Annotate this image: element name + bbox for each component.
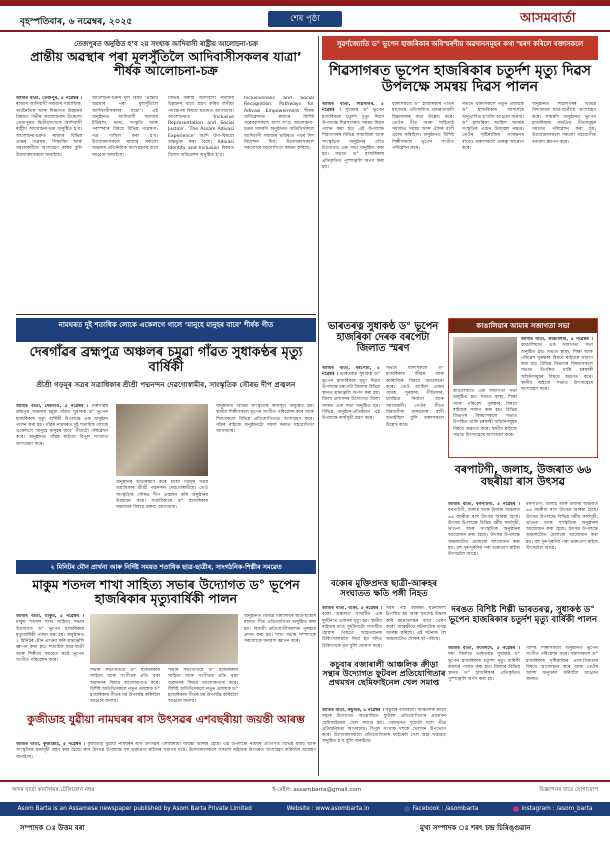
story-column	[92, 96, 158, 306]
story-makum	[16, 578, 316, 710]
instagram-label: Instagram : /asom_barta	[521, 806, 593, 812]
story-body: ভাৰতৰত্ন সুধাকণ্ঠ ড° ভূপেন হাজৰিকাৰ মৃত্যু দিৱস উপলক্ষে বৰপেটা জিলাৰ বিভিন্ন স্থানত শ্ৰদ্ধাঞ্জলি অৰ্পণ কৰা হয়। জিলা প্ৰশাসনৰ উদ্যোগত জিলা সদৰত এক সভা অনুষ্ঠিত হয়। বিভিন্ন অনুষ্ঠান-প্ৰতিষ্ঠানে এই উপলক্ষে কাৰ্যসূচী গ্ৰহণ কৰে।	[322, 372, 380, 422]
story-column	[448, 646, 520, 774]
story-dateline: আমাৰ বাৰ্তা, কুজীডাহ, ৫ নৱেম্বৰ ।	[16, 742, 86, 747]
story-body: দৰং জিলাত ভাৰতৰত্ন সুধাকণ্ঠ ড° ভূপেন হাজৰিকাৰ চতুৰ্দশ মৃত্যু বাৰ্ষিকী শ্ৰদ্ধাৰে পালন কৰা হয়। জিলাৰ বিভিন্ন স্থানত ড° হাজৰিকাৰ প্ৰতিকৃতিত পুষ্পাঞ্জলি অৰ্পণ কৰা হয়।	[448, 652, 520, 683]
story-column	[116, 480, 208, 556]
story-column	[168, 668, 238, 710]
story-body: দেৰগাঁৱৰ ব্ৰহ্মপুত্ৰ অঞ্চলৰ চমুৱা গাঁৱত সুধাকণ্ঠ ড° ভূপেন হাজৰিকাৰ মৃত্যু বাৰ্ষিকী উপলক্ষে এক অনুষ্ঠান পালন কৰা হয়। গাঁৱৰ নামঘৰত দুই শতাধিক লোকে একেলগে ‘মানুহে মানুহৰ বাবে’ গীতটো পৰিৱেশন কৰে। অনুষ্ঠানত গাঁৱৰ ৰাইজে বিপুল সংখ্যাত অংশগ্ৰহণ কৰে।	[16, 404, 108, 447]
story-darrang	[448, 606, 598, 776]
story-body: বৰপাটগী, জলাহ আৰু উজৰা অঞ্চলত ৬৬ বছৰীয়া ৰাস উৎসৱ আৰম্ভ হৈছে। উৎসৱ উপলক্ষে বিভিন্ন ধৰ্মীয় কাৰ্যসূচী, ভাওনা আৰু সাংস্কৃতিক অনুষ্ঠানৰ আয়োজন কৰা হৈছে। উৎসৱ উপলক্ষে অঞ্চলটোত মেলাৰো আয়োজন কৰা হয়। বহু দূৰ-দূৰণিৰ পৰা ভক্তপ্ৰাণ ৰাইজ উৎসৱলৈ আহে।	[448, 508, 520, 558]
story-body: সভাত বক্তাসকলে নতুন প্ৰজন্মক ড° হাজৰিকাৰ আদৰ্শেৰে অনুপ্ৰাণিত হ’বলৈ আহ্বান জনায়। ড° হাজৰিকা আছিল অসমৰ সংস্কৃতিৰ এজন উজ্জ্বল নক্ষত্ৰ। তেওঁৰ সৃষ্টিৰাজিৰ সংৰক্ষণৰ বাবেও বক্তাসকলে গুৰুত্ব আৰোপ কৰে।	[462, 102, 524, 152]
story-column	[322, 366, 380, 576]
story-photo	[453, 337, 517, 385]
story-column	[386, 606, 446, 656]
story-column	[168, 96, 234, 306]
story-headline: বৰপাটগী, জলাহ, উজৰাত ৬৬ বছৰীয়া ৰাস উৎসৱ	[454, 463, 592, 489]
story-body: সভাৰ সভাপতিয়ে ড° হাজৰিকাৰ সাহিত্য আৰু সংগীতৰ প্ৰতি থকা অৱদানৰ বিষয়ে আলোকপাত কৰে। বিশিষ্ট অতিথিসকলে নতুন প্ৰজন্মক ড° হাজৰিকাৰ গীতৰ মৰ্ম উপলব্ধি কৰিবলৈ আহ্বান জনায়।	[168, 668, 238, 705]
story-column	[16, 404, 108, 556]
story-byline: শ্ৰীশ্ৰী গড়মূৰ সত্ৰৰ সত্ৰাধিকাৰ শ্ৰীশ্ৰী পদ্মনন্দন দেৱগোস্বামীৰ, সাংস্কৃতিক সৌৰভ দীপ প্ৰজ্বলন	[36, 380, 296, 389]
story-photo	[116, 404, 208, 476]
story-boko	[322, 580, 446, 656]
story-dateline: আমাৰ বাৰ্তা, কাঙালিয়া, ৫ নৱেম্বৰ ।	[521, 337, 593, 342]
story-tezpur-seminar	[16, 38, 316, 312]
website-link[interactable]: Website : www.asombarta.in	[286, 806, 370, 812]
story-body: অনুষ্ঠানত বিভিন্ন সাংস্কৃতিক কাৰ্যসূচী অনুষ্ঠিত হয়। স্থানীয় শিল্পীসকলে ভূপেন সংগীত পৰিৱেশন কৰে আৰু শিশুসকলে বিভিন্ন প্ৰতিযোগিতাত অংশগ্ৰহণ কৰে। গাঁৱৰ ৰাইজে অনুষ্ঠানটো সফল কৰাত সহযোগিতা আগবঢ়ায়।	[216, 404, 314, 435]
footer-info-bar	[0, 802, 610, 816]
story-body: বকো অঞ্চলত সংঘটিত এক দুৰ্ঘটনাত এজনৰ মৃত্যু হয়। স্থানীয় ৰাইজৰ মতে দুৰ্ঘটনাটো সংঘটিত হোৱাৰ পিছতে আহতজনক চিকিৎসালয়লৈ নিয়া হয় যদিও চিকিৎসকে মৃত বুলি ঘোষণা কৰে।	[322, 612, 382, 649]
footer-contact-item: ই-মেইল: assambarta@gmail.com	[272, 787, 362, 793]
story-body: খবৰ পাই আৰক্ষী ঘটনাস্থলী উপস্থিত হয় আৰু মৃতদেহ উদ্ধাৰ কৰি ময়নাতদন্তৰ বাবে প্ৰেৰণ কৰে। আৰক্ষীয়ে ঘটনাটোৰ তদন্ত আৰম্ভ কৰিছে। এই ঘটনাক লৈ অঞ্চলটোত শোকৰ ছাঁ পৰিছে।	[386, 606, 446, 643]
section-label: শেষ পৃষ্ঠা	[268, 11, 342, 27]
story-body: কুজীডাহ যুৱীয়া নামঘৰৰ ৰাস উৎসৱৰ এশবছৰীয়া জয়ন্তী আৰম্ভ হৈছে। এই উপলক্ষে নামঘৰ প্ৰাংগণত বিভিন্ন ধৰ্মীয় আৰু সাংস্কৃতিক কাৰ্যসূচী গ্ৰহণ কৰা হৈছে। ৰাস উৎসৱ উপলক্ষে বহু ভক্তপ্ৰাণ ৰাইজৰ সমাগম ঘটে। উদ্যোক্তাসকলে সকলো ৰাইজক উৎসৱত অংশগ্ৰহণ কৰিবলৈ আমন্ত্ৰণ জনাইছে।	[16, 742, 316, 760]
story-column	[521, 337, 593, 455]
story-column	[16, 96, 82, 306]
story-headline: প্ৰান্তীয় অৱস্থাৰ পৰা মূলসুঁতিলৈ আদিবাসীসকলৰ যাত্ৰা’ শীৰ্ষক আলোচনা-চক্ৰ	[30, 49, 302, 78]
story-dateline: আমাৰ বাৰ্তা, শিৱসাগৰ, ৫ নৱেম্বৰ ।	[322, 102, 384, 114]
story-body: কাঙালিয়াত এক সজাগতা সভা অনুষ্ঠিত হয়। সভাত স্বাস্থ্য, শিক্ষা আৰু পৰিৱেশ সুৰক্ষাৰ বিষয়ে ৰাইজক সজাগ কৰা হয়। বিভিন্ন বিভাগৰ বিষয়াসকলে সভাত উপস্থিত থাকি চৰকাৰী আঁচনিসমূহৰ বিষয়ে অৱগত কৰে। স্থানীয় ৰাইজে সভাত উৎসাহেৰে অংশগ্ৰহণ কৰে।	[521, 343, 593, 393]
story-body: বিভিন্ন বক্তাই আদিবাসী সমাজৰ উন্নয়নৰ বাবে গ্ৰহণ কৰিব লগীয়া পদক্ষেপৰ বিষয়ে মতামত আগবঢ়াব। আলোচনাত ‘Inclusive Representation and Social Justice’, ‘The Assam Adivasi Experience’ আদি উপ-বিষয়ো অন্তৰ্ভুক্ত কৰা হৈছে। Adivasi Identity and Inclusion বিষয়ত বিশেষ অধিৱেশন অনুষ্ঠিত হ’ব।	[168, 96, 234, 158]
story-dergaon	[16, 318, 316, 558]
story-column	[448, 502, 520, 600]
story-column	[532, 102, 596, 316]
story-column	[386, 366, 444, 576]
facebook-icon	[404, 806, 410, 812]
story-body: ৰাজ্যৰ আদিবাসী সমাজৰ সামাজিক, অৰ্থনৈতিক আৰু শিক্ষাগত উন্নয়নৰ বিষয়ত গভীৰ আলোচনাৰ উদ্দেশ্যে তেজপুৰত দ্বিতীয়সংখ্যক আদিবাসী ৰাষ্ট্ৰীয় আলোচনা-চক্ৰ অনুষ্ঠিত হ’ব। আলোচনা-চক্ৰত ৰাজ্যৰ বিভিন্ন প্ৰান্তৰ গৱেষক, শিক্ষাবিদ আৰু সমাজকৰ্মীয়ে অংশগ্ৰহণ কৰিব বুলি উদ্যোক্তাসকলে জনাইছে।	[16, 102, 82, 158]
story-body: বৰপাটগী, জলাহ আৰু উজৰা অঞ্চলত ৬৬ বছৰীয়া ৰাস উৎসৱ আৰম্ভ হৈছে। উৎসৱ উপলক্ষে বিভিন্ন ধৰ্মীয় কাৰ্যসূচী, ভাওনা আৰু সাংস্কৃতিক অনুষ্ঠানৰ আয়োজন কৰা হৈছে। উৎসৱ উপলক্ষে অঞ্চলটোত মেলাৰো আয়োজন কৰা হয়। বহু দূৰ-দূৰণিৰ পৰা ভক্তপ্ৰাণ ৰাইজ উৎসৱলৈ আহে।	[526, 502, 598, 552]
story-headline: মাকুম শতদল শাখা সাহিত্য সভাৰ উদ্যোগত ড° ভূপেন হাজৰিকাৰ মৃত্যুবাৰ্ষিকী পালন	[32, 577, 300, 606]
story-headline: ভাৰতৰত্ন সুধাকণ্ঠ ড° ভূপেন হাজৰিকা দেৰক বৰপেটা জিলাত স্মৰণ	[327, 321, 439, 354]
story-column	[16, 742, 316, 776]
story-body: অনুষ্ঠানত বিভিন্ন বিদ্যালয়ৰ ছাত্ৰ-ছাত্ৰীৰ মাজত গীত প্ৰতিযোগিতা অনুষ্ঠিত কৰা হয়। বিজয়ী প্ৰতিযোগীসকলক পুৰস্কাৰ প্ৰদান কৰা হয়। শাখা সভাৰ সম্পাদকে সকলোকে ধন্যবাদ জ্ঞাপন কৰে।	[244, 614, 316, 645]
exec-editor-line: মুখ্য সম্পাদক ঃ শৰৎ চন্দ্ৰ চিৰিঙ্গুৱান	[420, 824, 531, 832]
instagram-link[interactable]	[513, 802, 592, 816]
story-column	[244, 96, 314, 306]
story-dateline: আমাৰ বাৰ্তা, কচুবাৰ, ৫ নৱেম্বৰ ।	[322, 708, 384, 713]
section-divider	[16, 314, 316, 315]
story-headline: কাঙালিয়াৰ আমাৰ সজাগতা সভা	[449, 319, 597, 333]
story-dateline: আমাৰ বাৰ্তা, বৰপাটগী, ৫ নৱেম্বৰ ।	[448, 502, 520, 507]
issue-date: বৃহস্পতিবাৰ, ৬ নৱেম্বৰ, ২০২৫	[20, 17, 133, 27]
instagram-icon	[513, 806, 519, 812]
story-body: সুধাকণ্ঠ ড° ভূপেন হাজৰিকাৰ চতুৰ্দশ মৃত্যু দিৱস উপলক্ষে শিৱসাগৰত সমন্বয় দিৱস পালন কৰা হয়। এই উপলক্ষে শিৱসাগৰৰ বিভিন্ন সামাজিক আৰু সাংস্কৃতিক অনুষ্ঠানৰ যৌথ উদ্যোগত এক সভা অনুষ্ঠিত কৰা হয়। সভাত ড° হাজৰিকাৰ প্ৰতিকৃতিত পুষ্পাঞ্জলি অৰ্পণ কৰা হয়।	[322, 108, 384, 170]
story-column	[322, 606, 382, 656]
story-barpeta-body	[322, 366, 446, 576]
story-dateline: আমাৰ বাৰ্তা, মংগলদৈ, ৫ নৱেম্বৰ ।	[448, 646, 520, 651]
story-body: অনুষ্ঠানৰ শুভাৰম্ভণি কৰে শ্ৰীশ্ৰী গড়মূৰ সত্ৰৰ সত্ৰাধিকাৰ শ্ৰীশ্ৰী পদ্মনন্দন দেৱগোস্বামীয়ে। তেওঁ সাংস্কৃতিক সৌৰভ দীপ প্ৰজ্বলন কৰি অনুষ্ঠানৰ উদ্বোধন কৰে। সত্ৰাধিকাৰে ড° হাজৰিকাৰ অৱদানৰ বিষয়ে বক্তব্য আগবঢ়ায়।	[116, 480, 208, 511]
story-body: বিশিষ্ট শিল্পীসকলে অনুষ্ঠানত ভূপেন সংগীত পৰিৱেশন কৰে। বক্তাসকলে ড° হাজৰিকাৰ সৃষ্টিৰাজিৰ প্ৰাসংগিকতাৰ বিষয়ে আলোচনা কৰে আৰু তেওঁৰ আদৰ্শ অনুসৰণ কৰিবলৈ আহ্বান জনায়।	[526, 646, 598, 683]
story-dateline: আমাৰ বাৰ্তা, বকো, ৫ নৱেম্বৰ ।	[322, 606, 382, 611]
story-dateline: আমাৰ বাৰ্তা, দেৰগাঁও, ৫ নৱেম্বৰ ।	[16, 404, 89, 409]
story-column	[526, 502, 598, 600]
story-body: কচুবাৰ বজাৰালী আঞ্চলিক ক্ৰীড়া সন্থাৰ উদ্যোগত আয়োজিত ফুটবল প্ৰতিযোগিতাৰ প্ৰথমখন ছেমিফাইনেল খেল সমাপ্ত হয়। খেলখনত দুয়োটা দলে তীব্ৰ প্ৰতিদ্বন্দ্বিতা আগবঢ়ায়। বিপুল সংখ্যক দৰ্শকে খেলখন উপভোগ কৰে। উদ্যোক্তাসকলে প্ৰতিযোগিতাৰ ফাইনেল খেল অহা সপ্তাহত অনুষ্ঠিত হ’ব বুলি জনাইছে।	[322, 708, 446, 745]
story-body: Inclusiveness and Social Recognition: Pathways for Adivasi Empowerment শীৰ্ষক অধিৱেশনত ৰাজ্যৰ বিশিষ্ট গৱেষকসকলে অংশ ল’ব। আলোচনা-চক্ৰৰ সামৰণি অনুষ্ঠানত অতিথিসকলে আদিবাসী সমাজৰ ভৱিষ্যত পথৰ দিশ নিৰ্দেশনা দিব। উদ্যোক্তাসকলে সকলোৰে সহযোগিতা কামনা কৰিছে।	[244, 96, 314, 152]
story-body: সভাৰ সভাপতিয়ে ড° হাজৰিকাৰ সাহিত্য আৰু সংগীতৰ প্ৰতি থকা অৱদানৰ বিষয়ে আলোকপাত কৰে। বিশিষ্ট অতিথিসকলে নতুন প্ৰজন্মক ড° হাজৰিকাৰ গীতৰ মৰ্ম উপলব্ধি কৰিবলৈ আহ্বান জনায়।	[90, 668, 160, 705]
story-dateline: আমাৰ বাৰ্তা, বৰপেটা, ৫ নৱেম্বৰ ।	[322, 366, 380, 378]
story-dateline: আমাৰ বাৰ্তা, তেজপুৰ, ৫ নৱেম্বৰ ।	[16, 96, 82, 101]
story-borpatgi-ras	[448, 462, 598, 602]
story-column	[453, 389, 517, 455]
story-column	[244, 614, 316, 710]
publisher-info: Asom Barta is an Assamese newspaper published by Asom Barta Private Limited	[17, 806, 252, 812]
story-column	[16, 614, 84, 710]
story-kicker: তেজপুৰত অনুষ্ঠিত হ’ব ২য় সংখ্যক আদিবাসী ৰাষ্ট্ৰীয় আলোচনা-চক্ৰ	[74, 40, 258, 48]
story-dateline: আমাৰ বাৰ্তা, মাকুম, ৫ নৱেম্বৰ ।	[16, 614, 84, 619]
brand-logo: আসমবাৰ্তা	[520, 11, 576, 26]
story-body: সভাত বক্তাসকলে ড° হাজৰিকাৰ জীৱন আৰু কৰ্মৰাজিৰ বিষয়ে আলোচনা কৰে। তেওঁ আছিল এজন গায়ক, সুৰকাৰ, গীতিকাৰ, চলচ্চিত্ৰ নিৰ্মাতা আৰু সমাজকৰ্মী। তেওঁৰ গীতে বিশ্ববাসীক মানৱতাৰ বাণী শুনাইছিল বুলি বক্তাসকলে উল্লেখ কৰে।	[386, 366, 444, 428]
story-kujidah	[16, 714, 316, 776]
footer	[0, 780, 610, 862]
story-column	[462, 102, 524, 316]
footer-contact-item: বিজ্ঞাপনৰ বাবে যোগাযোগ	[539, 787, 598, 793]
story-column	[322, 102, 384, 316]
story-kangaliya	[448, 318, 598, 458]
story-headline: শিৱসাগৰত ভূপেন হাজৰিকাৰ চতুৰ্দশ মৃত্যু দিৱস উপলক্ষে সমন্বয় দিৱস পালন	[328, 63, 592, 95]
story-body: কাঙালিয়াত এক সজাগতা সভা অনুষ্ঠিত হয়। সভাত স্বাস্থ্য, শিক্ষা আৰু পৰিৱেশ সুৰক্ষাৰ বিষয়ে ৰাইজক সজাগ কৰা হয়। বিভিন্ন বিভাগৰ বিষয়াসকলে সভাত উপস্থিত থাকি চৰকাৰী আঁচনিসমূহৰ বিষয়ে অৱগত কৰে। স্থানীয় ৰাইজে সভাত উৎসাহেৰে অংশগ্ৰহণ কৰে।	[453, 389, 517, 439]
column-divider	[318, 36, 319, 776]
story-banner: নামঘৰত দুই শতাধিক লোকে একেলগে গালে ‘মানুহে মানুহৰ বাবে’ শীৰ্ষক গীত	[16, 318, 316, 342]
facebook-label: Facebook : /asombarta	[412, 806, 479, 812]
story-headline: দেৰগাঁৱৰ ব্ৰহ্মপুত্ৰ অঞ্চলৰ চমুৱা গাঁৱত সুধাকণ্ঠৰ মৃত্যু বাৰ্ষিকী	[29, 345, 303, 375]
story-headline: কুজীডাহ যুৱীয়া নামঘৰৰ ৰাস উৎসৱৰ এশবছৰীয়া জয়ন্তী আৰম্ভ	[27, 713, 305, 726]
story-body: মাকুম শতদল শাখা সাহিত্য সভাৰ উদ্যোগত ড° ভূপেন হাজৰিকাৰ মৃত্যুবাৰ্ষিকী পালন কৰা হয়। অনুষ্ঠানত ২ মিনিটৰ মৌন প্ৰাৰ্থনা কৰি শ্ৰদ্ধাঞ্জলি জ্ঞাপন কৰা হয়। শতাধিক ছাত্ৰ-ছাত্ৰী আৰু শিল্পীয়ে সমৱেত কণ্ঠে ভূপেন সংগীত পৰিৱেশন কৰে।	[16, 620, 84, 664]
story-column	[216, 404, 314, 556]
story-headline: কচুবাৰ বজাৰালী আঞ্চলিক ক্ৰীড়া সন্থাৰ উদ্যোগত ফুটবল প্ৰতিযোগিতাৰ প্ৰথমখন ছেমিফাইনেল খেল সমাপ্ত	[322, 659, 446, 688]
story-football	[322, 660, 446, 776]
story-headline: বকোৰ মুক্তিপ্ৰদত্ত ছাত্ৰী-আৰুহৰ সংঘাতত ক্ষতি পঙ্গী নিহত	[330, 579, 438, 599]
facebook-link[interactable]	[404, 802, 478, 816]
footer-contacts	[12, 786, 598, 798]
story-banner: সুৱৰ্ণজ্যোতি ড° ভূপেন হাজৰিকাৰ অবিস্মৰণীয় অৱদানসমূহৰ কথা স্মৰণ কৰিলে বক্তাসকলে	[322, 36, 598, 60]
story-column	[322, 708, 446, 776]
story-body: আলোচনা-চক্ৰৰ মূল বিষয় ‘প্ৰান্তীয় অৱস্থাৰ পৰা মূলসুঁতিলৈ আদিবাসীসকলৰ যাত্ৰা’। এই অনুষ্ঠানত আদিবাসী সমাজৰ ইতিহাস, ভাষা, সংস্কৃতি আৰু পৰম্পৰাৰ বিষয়ে বিভিন্ন গৱেষণা-পত্ৰ দাখিল কৰা হ’ব। উদ্যোক্তাসকলে ৰাজ্যৰ সকলো অঞ্চলৰ প্ৰতিনিধিক অংশগ্ৰহণৰ বাবে আহ্বান জনাইছে।	[92, 96, 158, 158]
footer-contact-item: অসম বাৰ্তা কাৰ্যালয়ৰ টেলিফোন নম্বৰ	[12, 787, 95, 793]
editor-line: সম্পাদক ঃ উত্তম বৰা	[20, 824, 85, 832]
story-body: অনুষ্ঠানত শিৱসাগৰৰ বিভিন্ন বিদ্যালয়ৰ ছাত্ৰ-ছাত্ৰীয়ে অংশগ্ৰহণ কৰে। সামৰণি অনুষ্ঠানত ভূপেন হাজৰিকাৰ জনপ্ৰিয় গীতসমূহৰ সমবেত পৰিৱেশন কৰা হয়। উদ্যোক্তাসকলে সকলো সহযোগীক ধন্যবাদ জ্ঞাপন কৰে।	[532, 102, 596, 145]
story-column	[392, 102, 454, 316]
story-body: বক্তাসকলে ড° হাজৰিকাৰ গীতৰ মাজেৰে প্ৰতিফলিত মানৱতাবাদী চিন্তাধাৰাৰ কথা উল্লেখ কৰে। তেওঁৰ গীত আৰু সাহিত্যই সমাজত সমন্বয় আৰু ঐক্যৰ বাণী প্ৰচাৰ কৰিছিল। অনুষ্ঠানত বিশিষ্ট শিল্পীসকলে ভূপেন সংগীত পৰিৱেশন কৰে।	[392, 102, 454, 152]
story-sivasagar-bhupen	[322, 36, 598, 318]
story-banner: ২ মিনিটৰ মৌন প্ৰাৰ্থনা আৰু নিৰ্দিষ্ট সময়ত শতাধিক ছাত্ৰ-ছাত্ৰীৰ, সাংগঠনিক-শিল্পীৰ সমৱেত	[16, 560, 316, 574]
story-photo	[90, 614, 238, 664]
header-bar	[0, 6, 610, 32]
story-headline: দৰঙত বিশিষ্ট শিল্পী ভাৰতৰত্ন, সুধাকণ্ঠ ড° ভূপেন হাজৰিকাৰ চতুৰ্দশ মৃত্যু বাৰ্ষিকী পালন	[448, 605, 598, 625]
story-column	[90, 668, 160, 710]
story-column	[526, 646, 598, 774]
